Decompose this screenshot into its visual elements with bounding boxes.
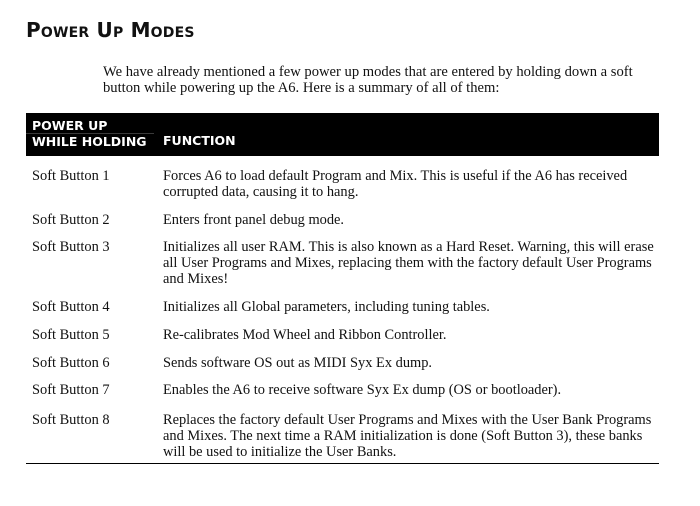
row-condition: Soft Button 4 (32, 299, 110, 315)
table-bottom-rule (26, 463, 659, 464)
row-function: Sends software OS out as MIDI Syx Ex dump. (163, 355, 433, 371)
row-condition: Soft Button 2 (32, 212, 110, 228)
column-header-condition: POWER UP WHILE HOLDING (32, 118, 147, 149)
column-header-function: FUNCTION (163, 133, 236, 148)
row-function: Initializes all Global parameters, including tuning tables. (163, 299, 490, 315)
row-function: Enters front panel debug mode. (163, 212, 345, 228)
row-condition: Soft Button 1 (32, 168, 110, 184)
row-condition: Soft Button 7 (32, 382, 110, 398)
row-function: Re-calibrates Mod Wheel and Ribbon Controller. (163, 327, 447, 343)
row-function: Initializes all user RAM. This is also known as a Hard Reset. Warning, this will erase all User Programs and Mixes, replacing them with the factory default User Programs and Mixes! (163, 239, 654, 287)
row-condition: Soft Button 6 (32, 355, 110, 371)
row-condition: Soft Button 8 (32, 412, 110, 428)
row-function: Enables the A6 to receive software Syx Ex dump (OS or bootloader). (163, 382, 562, 398)
row-condition: Soft Button 5 (32, 327, 110, 343)
header-divider (26, 133, 154, 134)
page-title: Power Up Modes (26, 18, 195, 42)
row-function: Replaces the factory default User Programs and Mixes with the User Bank Programs and Mixes. The next time a RAM initialization is done (Soft Button 3), these banks will be used to initialize the User Banks. (163, 412, 652, 460)
table-header (26, 113, 659, 156)
row-function: Forces A6 to load default Program and Mix. This is useful if the A6 has received corrupted data, causing it to hang. (163, 168, 628, 200)
row-condition: Soft Button 3 (32, 239, 110, 255)
intro-paragraph: We have already mentioned a few power up modes that are entered by holding down a soft button while powering up the A6. Here is a summary of all of them: (103, 64, 633, 96)
